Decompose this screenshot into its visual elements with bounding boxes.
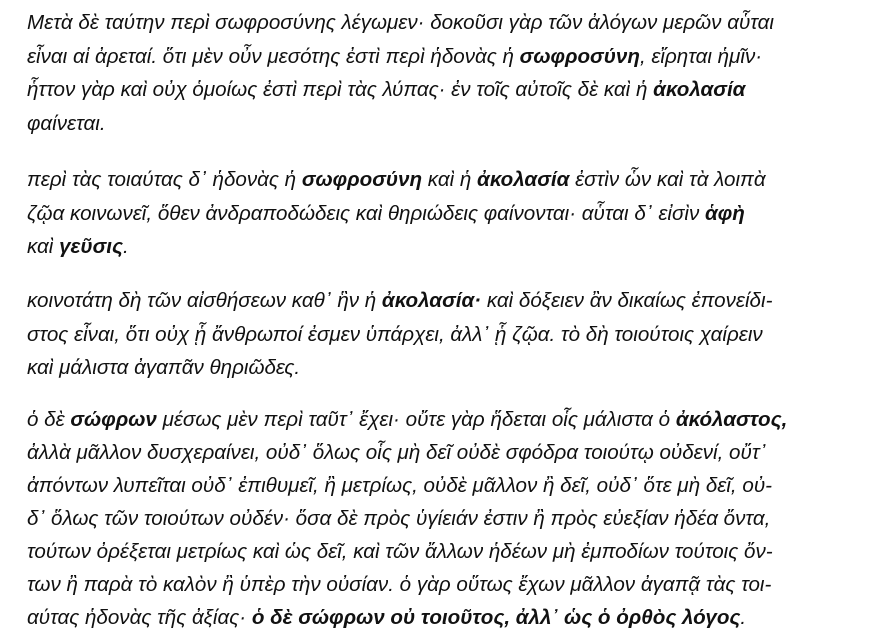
text-run: ὁ δὲ <box>27 408 71 431</box>
text-run: ἐστὶν ὧν καὶ τὰ λοιπὰ <box>569 168 766 191</box>
text-run: καὶ δόξειεν ἂν δικαίως ἐπονείδι- <box>481 289 773 312</box>
bold-term: ἀκολασία· <box>381 289 482 312</box>
bold-term: ἀκολασία <box>477 168 570 191</box>
text-line <box>27 535 787 568</box>
text-line <box>27 351 772 385</box>
text-line <box>27 163 766 197</box>
text-line <box>27 403 787 436</box>
paragraph-1 <box>27 6 774 140</box>
text-run: εἶναι αἱ ἀρεταί. ὅτι μὲν οὖν μεσότης ἐστὶ περὶ ἡδονὰς ἡ <box>27 44 520 68</box>
bold-term: γεῦσις <box>59 235 123 258</box>
bold-term: σωφροσύνη <box>301 168 423 191</box>
text-line <box>27 436 787 469</box>
text-line <box>27 107 774 141</box>
text-run: καὶ μάλιστα ἀγαπᾶν θηριῶδες. <box>27 356 301 379</box>
text-run: ἀπόντων λυπεῖται οὐδ᾽ ἐπιθυμεῖ, ἢ μετρίως, οὐδὲ μᾶλλον ἢ δεῖ, οὐδ᾽ ὅτε μὴ δεῖ, οὐ- <box>27 474 772 497</box>
text-run: των ἢ παρὰ τὸ καλὸν ἢ ὑπὲρ τὴν οὐσίαν. ὁ γὰρ οὕτως ἔχων μᾶλλον ἀγαπᾷ τὰς τοι- <box>27 573 772 596</box>
text-run: κοινοτάτη δὴ τῶν αἰσθήσεων καθ᾽ ἣν ἡ <box>27 289 382 312</box>
text-run: . <box>122 235 129 258</box>
text-run: αύτας ἡδονὰς τῆς ἀξίας· <box>27 606 252 629</box>
paragraph-4 <box>27 403 787 634</box>
bold-term: σώφρων <box>70 408 157 431</box>
bold-term: σωφροσύνη <box>519 44 640 68</box>
text-line <box>27 6 774 40</box>
text-line <box>27 601 787 634</box>
text-run: Μετὰ δὲ ταύτην περὶ σωφροσύνης λέγωμεν· δοκοῦσι γὰρ τῶν ἀλόγων μερῶν αὗται <box>27 11 774 34</box>
text-line <box>27 73 774 107</box>
bold-term: ἀκόλαστος, <box>675 408 788 431</box>
text-run: δ᾽ ὅλως τῶν τοιούτων οὐδέν· ὅσα δὲ πρὸς ὑγίειάν ἐστιν ἢ πρὸς εὐεξίαν ἡδέα ὄντα, <box>27 507 771 530</box>
text-line <box>27 197 766 231</box>
text-run: ἀλλὰ μᾶλλον δυσχεραίνει, οὐδ᾽ ὅλως οἷς μὴ δεῖ οὐδὲ σφόδρα τοιούτῳ οὐδενί, οὔτ᾽ <box>27 441 767 464</box>
text-run: περὶ τὰς τοιαύτας δ᾽ ἡδονὰς ἡ <box>27 168 302 191</box>
text-line <box>27 284 772 318</box>
bold-term: ἀκολασία <box>653 78 746 101</box>
text-run: καὶ <box>27 235 60 258</box>
paragraph-2 <box>27 163 766 264</box>
text-line <box>27 230 766 264</box>
text-line <box>27 568 787 601</box>
text-run: μέσως μὲν περὶ ταῦτ᾽ ἔχει· οὔτε γὰρ ἥδεται οἷς μάλιστα ὁ <box>156 408 676 431</box>
text-run: , εἴρηται ἡμῖν· <box>639 44 763 68</box>
text-line <box>27 318 772 352</box>
text-run: ἧττον γὰρ καὶ οὐχ ὁμοίως ἐστὶ περὶ τὰς λύπας· ἐν τοῖς αὐτοῖς δὲ καὶ ἡ <box>27 78 654 101</box>
bold-term: ἁφὴ <box>705 201 745 225</box>
text-run: . <box>740 606 747 629</box>
text-run: καὶ ἡ <box>422 168 478 191</box>
text-run: ζῷα κοινωνεῖ, ὅθεν ἀνδραποδώδεις καὶ θηριώδεις φαίνονται· αὗται δ᾽ εἰσὶν <box>27 201 705 225</box>
text-line <box>27 40 774 74</box>
text-line <box>27 502 787 535</box>
bold-term: ὁ δὲ σώφρων οὐ τοιοῦτος, ἀλλ᾽ ὡς ὁ ὀρθὸς λόγος <box>251 606 741 629</box>
text-run: φαίνεται. <box>27 111 106 135</box>
text-run: στος εἶναι, ὅτι οὐχ ᾗ ἄνθρωποί ἐσμεν ὑπάρχει, ἀλλ᾽ ᾗ ζῷα. τὸ δὴ τοιούτοις χαίρειν <box>27 322 763 346</box>
paragraph-3 <box>27 284 772 385</box>
text-line <box>27 469 787 502</box>
text-run: τούτων ὀρέξεται μετρίως καὶ ὡς δεῖ, καὶ τῶν ἄλλων ἡδέων μὴ ἐμποδίων τούτοις ὄν- <box>27 540 773 563</box>
